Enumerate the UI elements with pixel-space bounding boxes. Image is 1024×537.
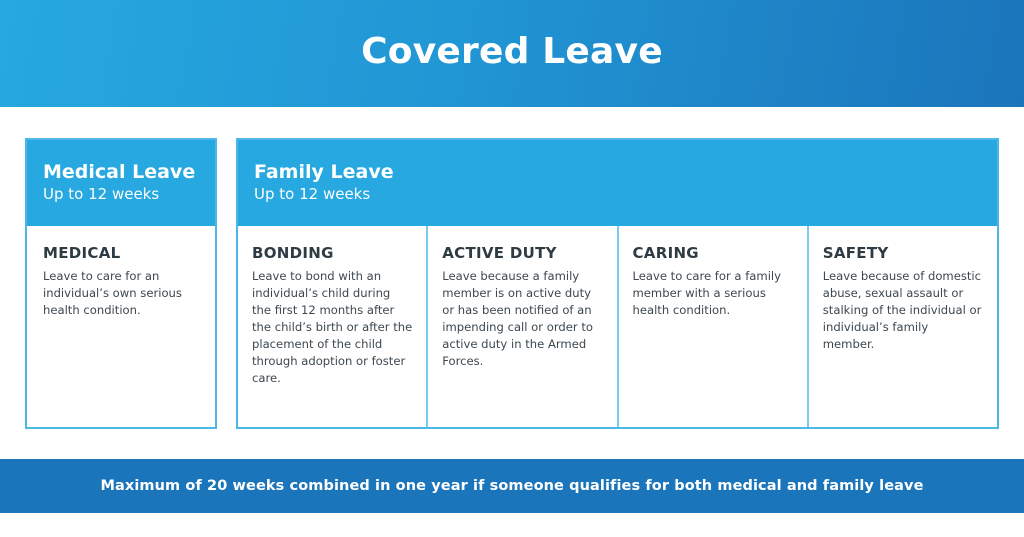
category-heading: SAFETY <box>822 244 889 262</box>
category-description: Leave to care for an individual’s own serious health condition. <box>43 269 182 317</box>
category-bonding <box>238 226 426 427</box>
category-safety <box>807 226 997 427</box>
family-leave-card <box>236 138 999 429</box>
medical-leave-duration: Up to 12 weeks <box>43 185 160 203</box>
family-leave-header <box>238 140 997 226</box>
category-heading: BONDING <box>252 244 334 262</box>
category-active-duty <box>426 226 616 427</box>
title-banner <box>0 0 1024 107</box>
category-description: Leave because of domestic abuse, sexual assault or stalking of the individual or individual’s family member. <box>822 269 982 351</box>
category-description: Leave because a family member is on active duty or has been notified of an impending call or order to active duty in the Armed Forces. <box>442 269 593 368</box>
family-leave-duration: Up to 12 weeks <box>254 185 371 203</box>
medical-leave-title: Medical Leave <box>43 161 196 183</box>
page-title: Covered Leave <box>361 31 663 72</box>
footer-note: Maximum of 20 weeks combined in one year if someone qualifies for both medical and family leave <box>100 478 924 494</box>
category-heading: CARING <box>632 244 699 262</box>
category-heading: MEDICAL <box>43 244 121 262</box>
footer-note-bar <box>0 459 1024 513</box>
category-description: Leave to bond with an individual’s child during the first 12 months after the child’s birth or after the placement of the child through adoption or foster care. <box>252 269 413 385</box>
medical-leave-header <box>27 140 215 226</box>
category-heading: ACTIVE DUTY <box>442 244 557 262</box>
category-caring <box>617 226 807 427</box>
category-medical <box>27 226 215 427</box>
family-leave-title: Family Leave <box>254 161 394 183</box>
medical-leave-card <box>25 138 217 429</box>
category-description: Leave to care for a family member with a serious health condition. <box>632 269 782 317</box>
